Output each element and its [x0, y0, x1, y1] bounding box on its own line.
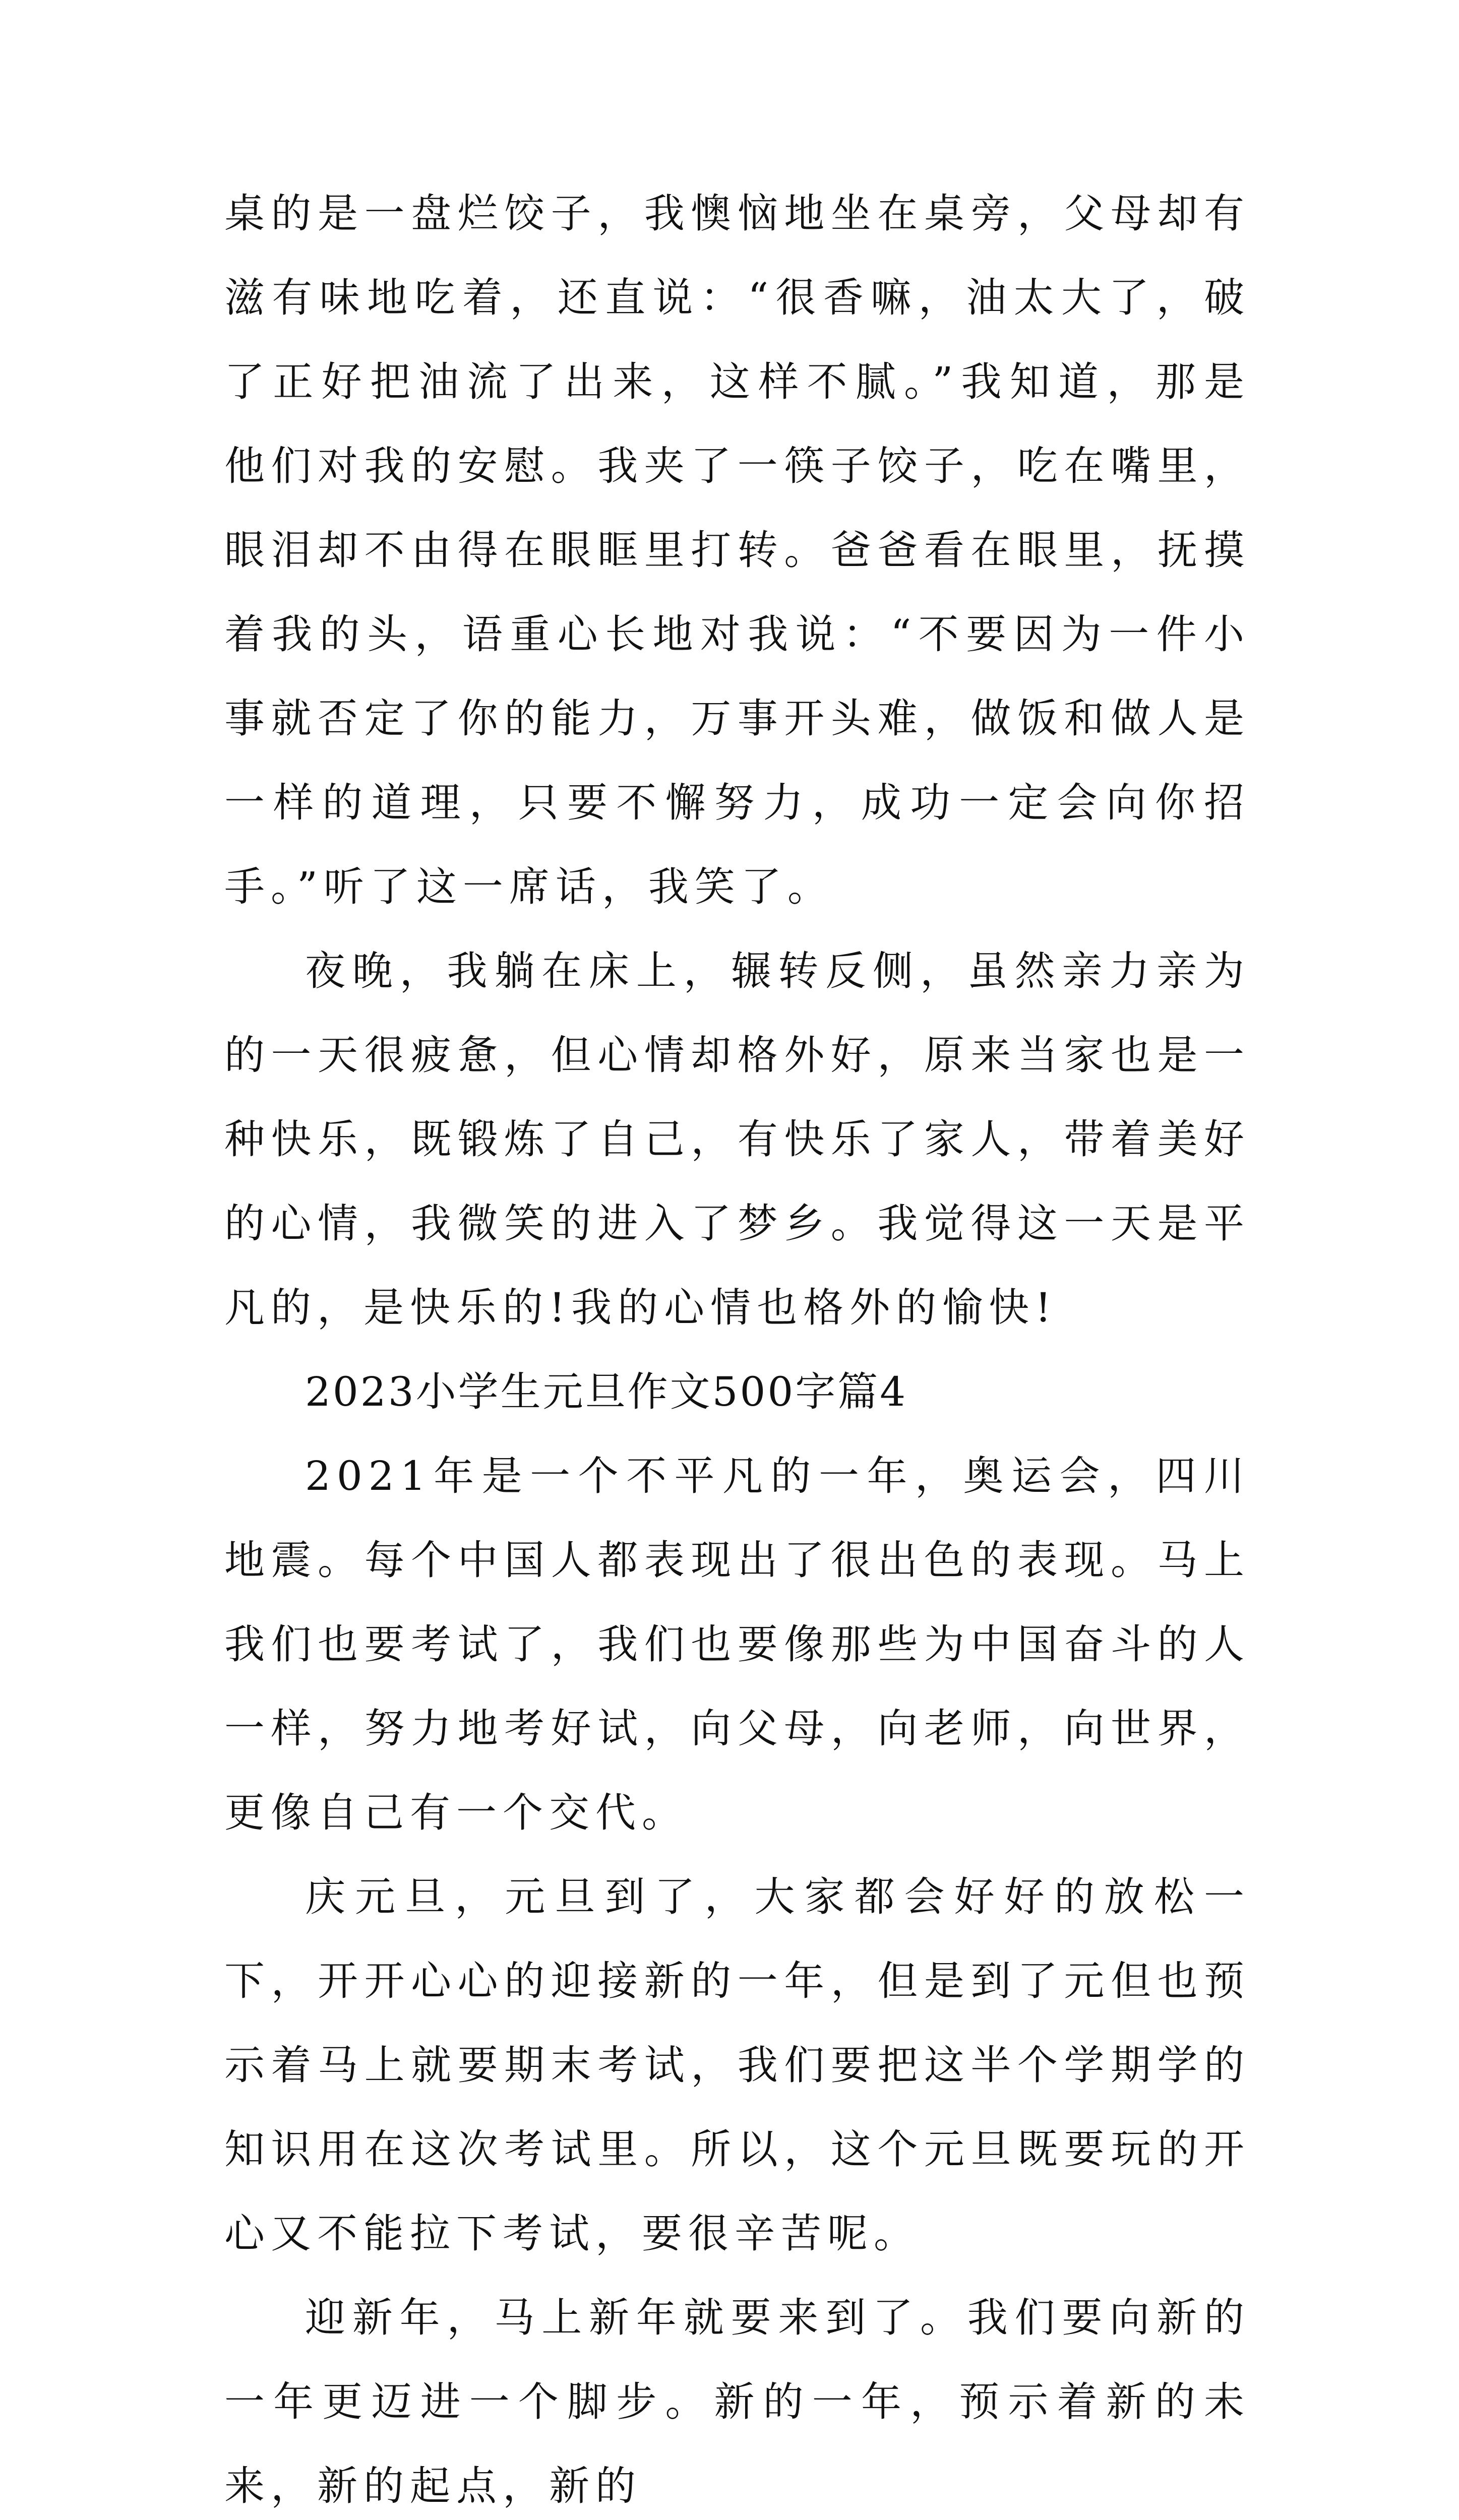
paragraph-2021: 2021年是一个不平凡的一年，奥运会，四川地震。每个中国人都表现出了很出色的表现。马上我们也要考试了，我们也要像那些为中国奋斗的人一样，努力地考好试，向父母，向老师，向世界，更像自己有一个交代。 — [224, 1453, 1250, 1836]
section-heading: 2023小学生元旦作文500字篇4 — [305, 1368, 908, 1415]
paragraph-new-year-day: 庆元旦，元旦到了，大家都会好好的放松一下，开开心心的迎接新的一年，但是到了元但也预示着马上就要期末考试，我们要把这半个学期学的知识用在这次考试里。所以，这个元旦既要玩的开心又不能拉下考试，要很辛苦呢。 — [224, 1873, 1250, 2257]
document-body — [224, 171, 1250, 2520]
paragraph-welcome-new-year: 迎新年，马上新年就要来到了。我们要向新的一年更迈进一个脚步。新的一年，预示着新的未来，新的起点，新的 — [224, 2294, 1250, 2509]
paragraph-continued: 桌的是一盘烂饺子，我懊恼地坐在桌旁，父母却有滋有味地吃着，还直说：“很香嘛，油太大了，破了正好把油流了出来，这样不腻。”我知道，那是他们对我的安慰。我夹了一筷子饺子，吃在嘴里，眼泪却不由得在眼眶里打转。爸爸看在眼里，抚摸着我的头，语重心长地对我说：“不要因为一件小事就否定了你的能力，万事开头难，做饭和做人是一样的道理，只要不懈努力，成功一定会向你招手。”听了这一席话，我笑了。 — [224, 190, 1250, 910]
paragraph-night: 夜晚，我躺在床上，辗转反侧，虽然亲力亲为的一天很疲惫，但心情却格外好，原来当家也是一种快乐，既锻炼了自己，有快乐了家人，带着美好的心情，我微笑的进入了梦乡。我觉得这一天是平凡的，是快乐的!我的心情也格外的愉快! — [224, 948, 1250, 1331]
